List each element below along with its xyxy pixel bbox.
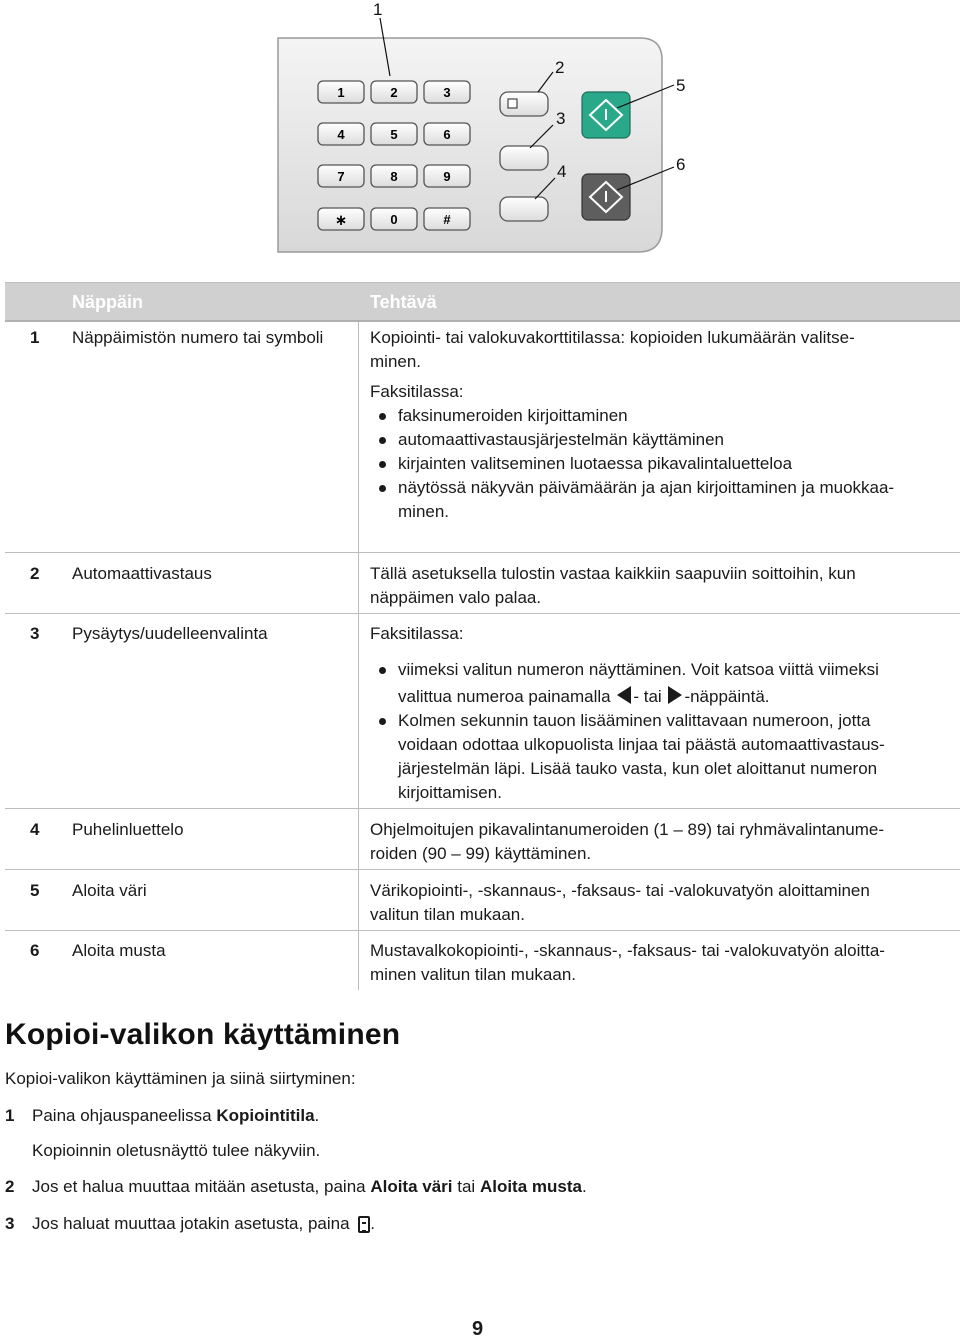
svg-text:3: 3 — [443, 85, 451, 100]
key-star — [318, 208, 364, 230]
callout-1: 1 — [373, 0, 383, 19]
svg-text:0: 0 — [390, 212, 398, 227]
callout-2: 2 — [555, 58, 565, 77]
row-number: 3 — [30, 624, 40, 643]
key-8 — [371, 165, 417, 187]
auto-answer-key — [500, 92, 548, 116]
start-color-button — [582, 92, 630, 138]
svg-text:#: # — [443, 212, 451, 227]
row-task: Kopiointi- tai valokuvakorttitilassa: kopioiden lukumäärän valitse- minen. Faksitilassa: faksinumeroiden kirjoittaminen automaattivastausjärjestelmän käyttäminen kirjainten valitseminen luotaessa pikavalintaluetteloa näytössä näkyvän päivämäärän ja ajan kirjoittaminen ja muokkaa- minen. — [370, 326, 955, 524]
bullet-item: automaattivastausjärjestelmän käyttäminen — [370, 428, 955, 452]
callout-3: 3 — [556, 109, 566, 128]
svg-text:5: 5 — [390, 127, 398, 142]
control-panel-svg — [0, 0, 960, 270]
row-key: Pysäytys/uudelleenvalinta — [72, 624, 268, 643]
svg-text:9: 9 — [443, 169, 451, 184]
header-task: Tehtävä — [370, 292, 437, 312]
row-number: 5 — [30, 881, 40, 900]
svg-text:6: 6 — [443, 127, 451, 142]
bullet-item: kirjainten valitseminen luotaessa pikavalintaluetteloa — [370, 452, 955, 476]
svg-text:∗: ∗ — [334, 211, 348, 229]
step-1-note: Kopioinnin oletusnäyttö tulee näkyviin. — [32, 1141, 321, 1160]
row-number: 6 — [30, 941, 40, 960]
start-black-button — [582, 174, 630, 220]
phonebook-key — [500, 197, 548, 221]
control-panel-illustration — [0, 0, 960, 270]
row-divider — [5, 613, 960, 614]
key-3 — [424, 81, 470, 103]
key-2 — [371, 81, 417, 103]
key-6 — [424, 123, 470, 145]
row-divider — [5, 869, 960, 870]
step-2: 2 Jos et halua muuttaa mitään asetusta, paina Aloita väri tai Aloita musta. — [5, 1177, 587, 1196]
callout-5: 5 — [676, 76, 686, 95]
key-4 — [318, 123, 364, 145]
row-key: Aloita väri — [72, 881, 147, 900]
bullet-item: näytössä näkyvän päivämäärän ja ajan kirjoittaminen ja muokkaa- — [370, 476, 955, 500]
row-key: Näppäimistön numero tai symboli — [72, 328, 324, 347]
arrow-left-icon — [617, 686, 631, 704]
svg-text:8: 8 — [390, 169, 398, 184]
row-divider — [5, 930, 960, 931]
step-1: 1 Paina ohjauspaneelissa Kopiointitila. — [5, 1106, 320, 1125]
section-intro: Kopioi-valikon käyttäminen ja siinä siirtyminen: — [5, 1069, 356, 1088]
callout-4: 4 — [557, 162, 567, 181]
row-divider — [5, 808, 960, 809]
svg-text:7: 7 — [337, 169, 345, 184]
key-9 — [424, 165, 470, 187]
row-key: Aloita musta — [72, 941, 166, 960]
key-5 — [371, 123, 417, 145]
callout-6: 6 — [676, 155, 686, 174]
menu-icon — [358, 1216, 370, 1233]
bullet-item: viimeksi valitun numeron näyttäminen. Voit katsoa viittä viimeksi — [370, 658, 955, 682]
header-key: Näppäin — [72, 292, 144, 312]
redial-pause-key — [500, 146, 548, 170]
key-1 — [318, 81, 364, 103]
table-header — [5, 282, 960, 322]
table-column-divider — [358, 282, 359, 990]
bullet-item: faksinumeroiden kirjoittaminen — [370, 404, 955, 428]
row-number: 1 — [30, 328, 40, 347]
row-task: Mustavalkokopiointi-, -skannaus-, -faksaus- tai -valokuvatyön aloitta- minen valitun tilan mukaan. — [370, 941, 885, 984]
key-0 — [371, 208, 417, 230]
arrow-right-icon — [668, 686, 682, 704]
row-number: 2 — [30, 564, 40, 583]
svg-text:2: 2 — [390, 85, 398, 100]
key-hash — [424, 208, 470, 230]
row-number: 4 — [30, 820, 40, 839]
step-3: 3 Jos haluat muuttaa jotakin asetusta, paina . — [5, 1214, 375, 1233]
bullet-item: Kolmen sekunnin tauon lisääminen valittavaan numeroon, jotta — [370, 709, 955, 733]
row-task: Ohjelmoitujen pikavalintanumeroiden (1 – 89) tai ryhmävalintanume- roiden (90 – 99) käyttäminen. — [370, 820, 885, 863]
svg-text:1: 1 — [337, 85, 345, 100]
row-divider — [5, 552, 960, 553]
bullet-continuation: valittua numeroa painamalla - tai -näppäintä. — [398, 687, 770, 706]
button-table — [5, 282, 960, 984]
row-task: Tällä asetuksella tulostin vastaa kaikkiin saapuviin soittoihin, kun näppäimen valo palaa. — [370, 564, 856, 607]
section-title: Kopioi-valikon käyttäminen — [5, 1018, 401, 1051]
row-key: Puhelinluettelo — [72, 820, 184, 839]
page-number: 9 — [472, 1318, 484, 1340]
row-key: Automaattivastaus — [72, 564, 212, 583]
row-task: Värikopiointi-, -skannaus-, -faksaus- tai -valokuvatyön aloittaminen valitun tilan mukaan. — [370, 881, 870, 924]
row-task: Faksitilassa: viimeksi valitun numeron näyttäminen. Voit katsoa viittä viimeksi valittua numeroa painamalla - tai -näppäintä. Kolmen sekunnin tauon lisääminen valittavaan numeroon, jotta voidaan odottaa ulkopuolista linjaa tai päästä automaattivastaus- järjestelmän läpi. Lisää tauko vasta, kun olet aloittanut numeron kirjoittamisen. — [370, 622, 955, 805]
key-7 — [318, 165, 364, 187]
svg-text:4: 4 — [337, 127, 345, 142]
